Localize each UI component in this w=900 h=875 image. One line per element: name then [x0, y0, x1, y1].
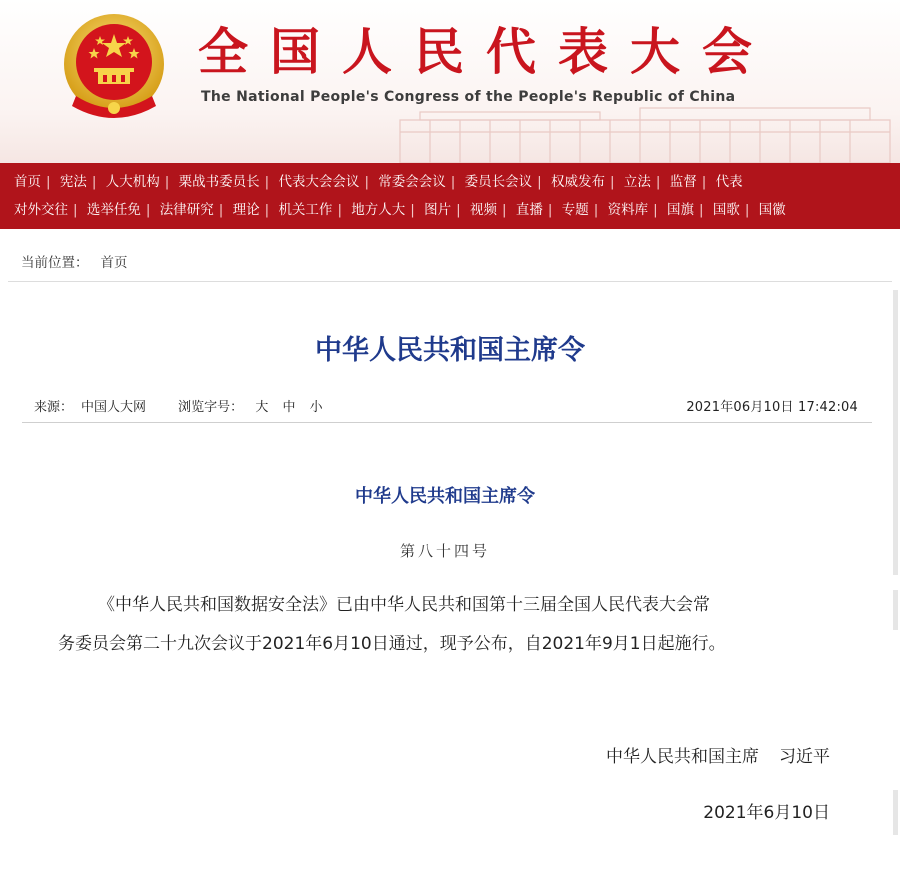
nav-separator: |	[701, 174, 707, 190]
nav-item-standing-committee-sessions[interactable]: 常委会会议	[378, 174, 446, 190]
national-emblem-icon	[58, 12, 170, 124]
nav-item-theory[interactable]: 理论	[232, 202, 260, 218]
nav-separator: |	[337, 202, 342, 218]
nav-item-database[interactable]: 资料库	[607, 202, 649, 218]
nav-separator: |	[91, 174, 97, 190]
side-scroll-edge	[893, 790, 898, 835]
breadcrumb	[21, 251, 128, 271]
nav-separator: |	[410, 202, 415, 218]
article-title: 中华人民共和国主席令	[315, 335, 585, 366]
nav-item-foreign-affairs[interactable]: 对外交往	[14, 202, 68, 218]
main-nav	[0, 163, 900, 229]
nav-item-local-congress[interactable]: 地方人大	[351, 202, 406, 218]
divider	[8, 281, 892, 282]
breadcrumb-label: 当前位置：	[21, 255, 89, 271]
site-header	[0, 0, 900, 163]
nav-separator: |	[164, 174, 170, 190]
divider	[22, 422, 872, 423]
nav-separator: |	[698, 202, 704, 218]
nav-separator: |	[73, 202, 78, 218]
nav-separator: |	[537, 174, 542, 190]
nav-item-npc-bodies[interactable]: 人大机构	[105, 174, 160, 190]
nav-separator: |	[264, 202, 270, 218]
site-title: 全国人民代表大会	[198, 22, 774, 81]
side-scroll-edge	[893, 590, 898, 630]
nav-item-supervision[interactable]: 监督	[669, 174, 697, 190]
nav-separator: |	[46, 174, 51, 190]
source-value: 中国人大网	[81, 400, 147, 415]
nav-item-congress-sessions[interactable]: 代表大会会议	[278, 174, 360, 190]
order-number: 第八十四号	[399, 542, 490, 560]
font-size-large-button[interactable]: 大	[255, 400, 269, 415]
body-text-line-2: 务委员会第二十九次会议于2021年6月10日通过，现予公布，自2021年9月1日起施行。	[58, 634, 726, 654]
font-size-medium-button[interactable]: 中	[282, 400, 296, 415]
nav-separator: |	[218, 202, 224, 218]
nav-item-national-flag[interactable]: 国旗	[666, 202, 694, 218]
nav-item-topics[interactable]: 专题	[561, 202, 589, 218]
nav-separator: |	[364, 174, 369, 190]
nav-item-chairman[interactable]: 栗战书委员长	[178, 174, 260, 190]
nav-separator: |	[744, 202, 750, 218]
nav-item-live[interactable]: 直播	[515, 202, 543, 218]
body-text-line-1: 《中华人民共和国数据安全法》已由中华人民共和国第十三届全国人民代表大会常	[98, 595, 710, 615]
nav-separator: |	[593, 202, 599, 218]
nav-item-elections[interactable]: 选举任免	[86, 202, 141, 218]
nav-item-releases[interactable]: 权威发布	[551, 174, 606, 190]
nav-item-organ-work[interactable]: 机关工作	[278, 202, 333, 218]
nav-separator: |	[145, 202, 151, 218]
nav-item-video[interactable]: 视频	[470, 202, 498, 218]
nav-separator: |	[450, 174, 456, 190]
nav-row-1	[14, 170, 743, 194]
signer-name: 习近平	[779, 747, 830, 767]
side-scroll-edge	[893, 290, 898, 575]
nav-item-chairmen-meetings[interactable]: 委员长会议	[464, 174, 533, 190]
font-size-small-button[interactable]: 小	[309, 400, 323, 415]
font-size-label: 浏览字号：	[178, 400, 244, 415]
nav-row-2	[14, 198, 786, 222]
site-subtitle: The National People's Congress of the People's Republic of China	[201, 89, 736, 105]
nav-separator: |	[610, 174, 615, 190]
nav-separator: |	[456, 202, 461, 218]
nav-item-law-research[interactable]: 法律研究	[159, 202, 214, 218]
nav-separator: |	[547, 202, 553, 218]
nav-item-pictures[interactable]: 图片	[424, 202, 452, 218]
nav-separator: |	[502, 202, 507, 218]
signature	[606, 742, 830, 767]
document-title: 中华人民共和国主席令	[355, 486, 535, 507]
signature-date: 2021年6月10日	[703, 803, 830, 823]
breadcrumb-home-link[interactable]: 首页	[100, 255, 128, 271]
nav-item-constitution[interactable]: 宪法	[59, 174, 87, 190]
article-meta	[34, 396, 858, 418]
nav-item-national-emblem[interactable]: 国徽	[758, 202, 786, 218]
nav-item-legislation[interactable]: 立法	[623, 174, 651, 190]
publish-datetime: 2021年06月10日 17:42:04	[686, 400, 858, 415]
nav-separator: |	[653, 202, 658, 218]
signer-title: 中华人民共和国主席	[606, 747, 759, 767]
nav-item-deputies[interactable]: 代表	[715, 174, 743, 190]
nav-separator: |	[655, 174, 661, 190]
nav-separator: |	[264, 174, 270, 190]
source-label: 来源：	[34, 400, 74, 415]
nav-item-home[interactable]: 首页	[14, 174, 41, 190]
nav-item-national-anthem[interactable]: 国歌	[712, 202, 740, 218]
